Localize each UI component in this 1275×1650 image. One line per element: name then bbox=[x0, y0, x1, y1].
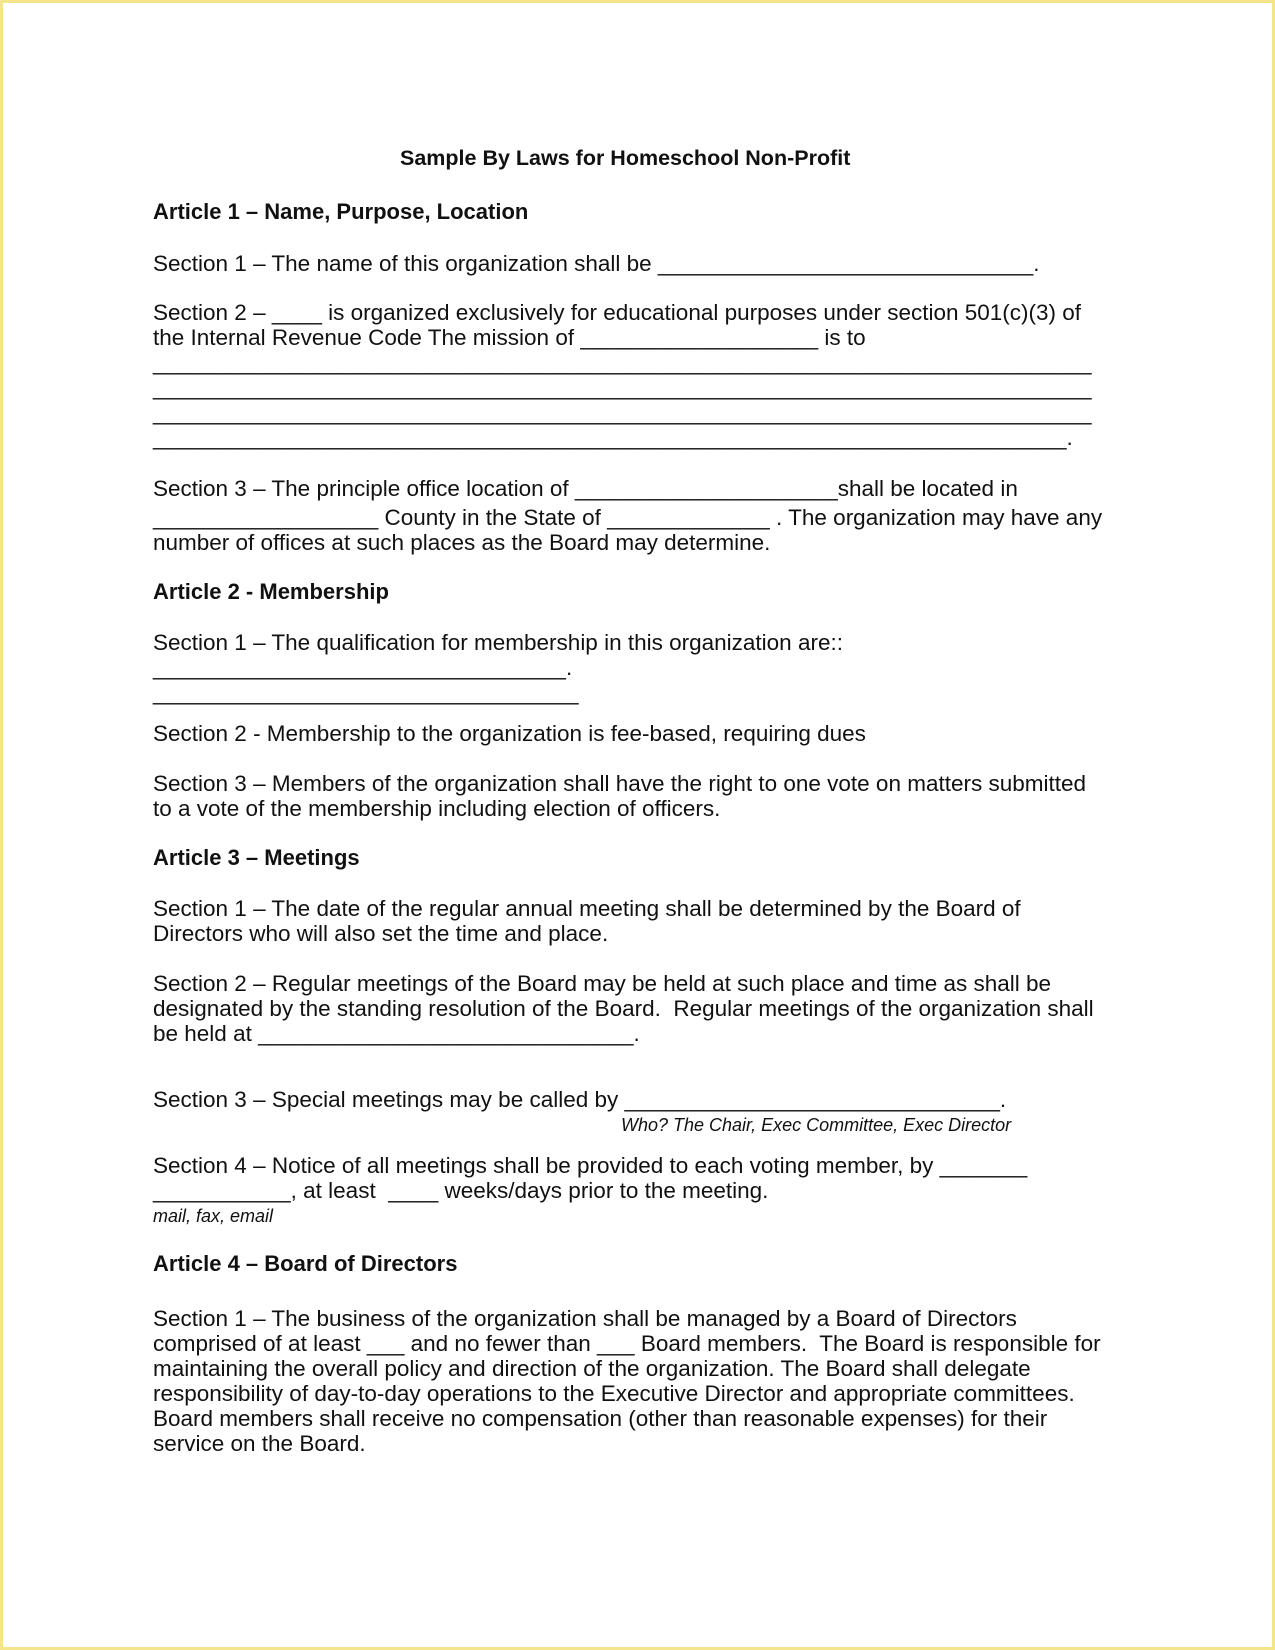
article-4-section-1-line-2: comprised of at least ___ and no fewer than ___ Board members. The Board is responsible for bbox=[153, 1331, 1101, 1356]
article-1-section-2-line-6: _________________________________________________________________________. bbox=[153, 425, 1073, 450]
article-3-section-2-line-2: designated by the standing resolution of the Board. Regular meetings of the organization shall bbox=[153, 996, 1094, 1021]
article-3-section-4-line-2: ___________, at least ____ weeks/days prior to the meeting. bbox=[153, 1178, 769, 1203]
article-1-section-2-line-4: ___________________________________________________________________________ bbox=[153, 375, 1092, 400]
article-3-section-1-line-1: Section 1 – The date of the regular annual meeting shall be determined by the Board of bbox=[153, 896, 1021, 921]
article-3-section-1-line-2: Directors who will also set the time and place. bbox=[153, 921, 609, 946]
article-1-section-1: Section 1 – The name of this organization shall be ______________________________. bbox=[153, 251, 1040, 276]
article-2-section-3-line-2: to a vote of the membership including election of officers. bbox=[153, 796, 721, 821]
article-2-section-1-line-3: __________________________________ bbox=[153, 680, 579, 705]
article-4-heading: Article 4 – Board of Directors bbox=[153, 1251, 458, 1276]
article-1-heading: Article 1 – Name, Purpose, Location bbox=[153, 199, 529, 224]
document-title: Sample By Laws for Homeschool Non-Profit bbox=[400, 146, 851, 170]
article-3-section-3-note: Who? The Chair, Exec Committee, Exec Director bbox=[621, 1115, 1012, 1135]
article-1-section-2-line-1: Section 2 – ____ is organized exclusively for educational purposes under section 501(c)(3) of bbox=[153, 300, 1082, 325]
article-2-section-1-line-1: Section 1 – The qualification for membership in this organization are:: bbox=[153, 630, 843, 655]
article-2-section-1-line-2: _________________________________. bbox=[153, 655, 573, 680]
article-3-section-4-line-1: Section 4 – Notice of all meetings shall be provided to each voting member, by _______ bbox=[153, 1153, 1028, 1178]
article-4-section-1-line-3: maintaining the overall policy and direction of the organization. The Board shall delegate bbox=[153, 1356, 1031, 1381]
article-1-section-3-line-3: number of offices at such places as the Board may determine. bbox=[153, 530, 771, 555]
article-1-section-3-line-2: __________________ County in the State of _____________ . The organization may have any bbox=[153, 505, 1103, 530]
article-3-heading: Article 3 – Meetings bbox=[153, 845, 360, 870]
article-3-section-3: Section 3 – Special meetings may be called by ______________________________. bbox=[153, 1087, 1007, 1112]
article-3-section-2-line-3: be held at ______________________________. bbox=[153, 1021, 640, 1046]
article-4-section-1-line-6: service on the Board. bbox=[153, 1431, 366, 1456]
article-4-section-1-line-4: responsibility of day-to-day operations to the Executive Director and appropriate committees. bbox=[153, 1381, 1075, 1406]
article-2-section-2: Section 2 - Membership to the organization is fee-based, requiring dues bbox=[153, 721, 866, 746]
article-4-section-1-line-1: Section 1 – The business of the organization shall be managed by a Board of Directors bbox=[153, 1306, 1017, 1331]
article-1-section-2-line-2: the Internal Revenue Code The mission of ___________________ is to bbox=[153, 325, 866, 350]
article-2-heading: Article 2 - Membership bbox=[153, 579, 389, 604]
article-1-section-2-line-3: ___________________________________________________________________________ bbox=[153, 350, 1092, 375]
article-1-section-2-line-5: ___________________________________________________________________________ bbox=[153, 400, 1092, 425]
article-1-section-3-line-1: Section 3 – The principle office location of _____________________shall be located in bbox=[153, 476, 1018, 501]
article-4-section-1-line-5: Board members shall receive no compensation (other than reasonable expenses) for their bbox=[153, 1406, 1048, 1431]
document-page bbox=[3, 3, 1272, 1647]
article-3-section-2-line-1: Section 2 – Regular meetings of the Board may be held at such place and time as shall be bbox=[153, 971, 1052, 996]
article-3-section-4-note: mail, fax, email bbox=[153, 1206, 274, 1226]
article-2-section-3-line-1: Section 3 – Members of the organization shall have the right to one vote on matters submitted bbox=[153, 771, 1087, 796]
